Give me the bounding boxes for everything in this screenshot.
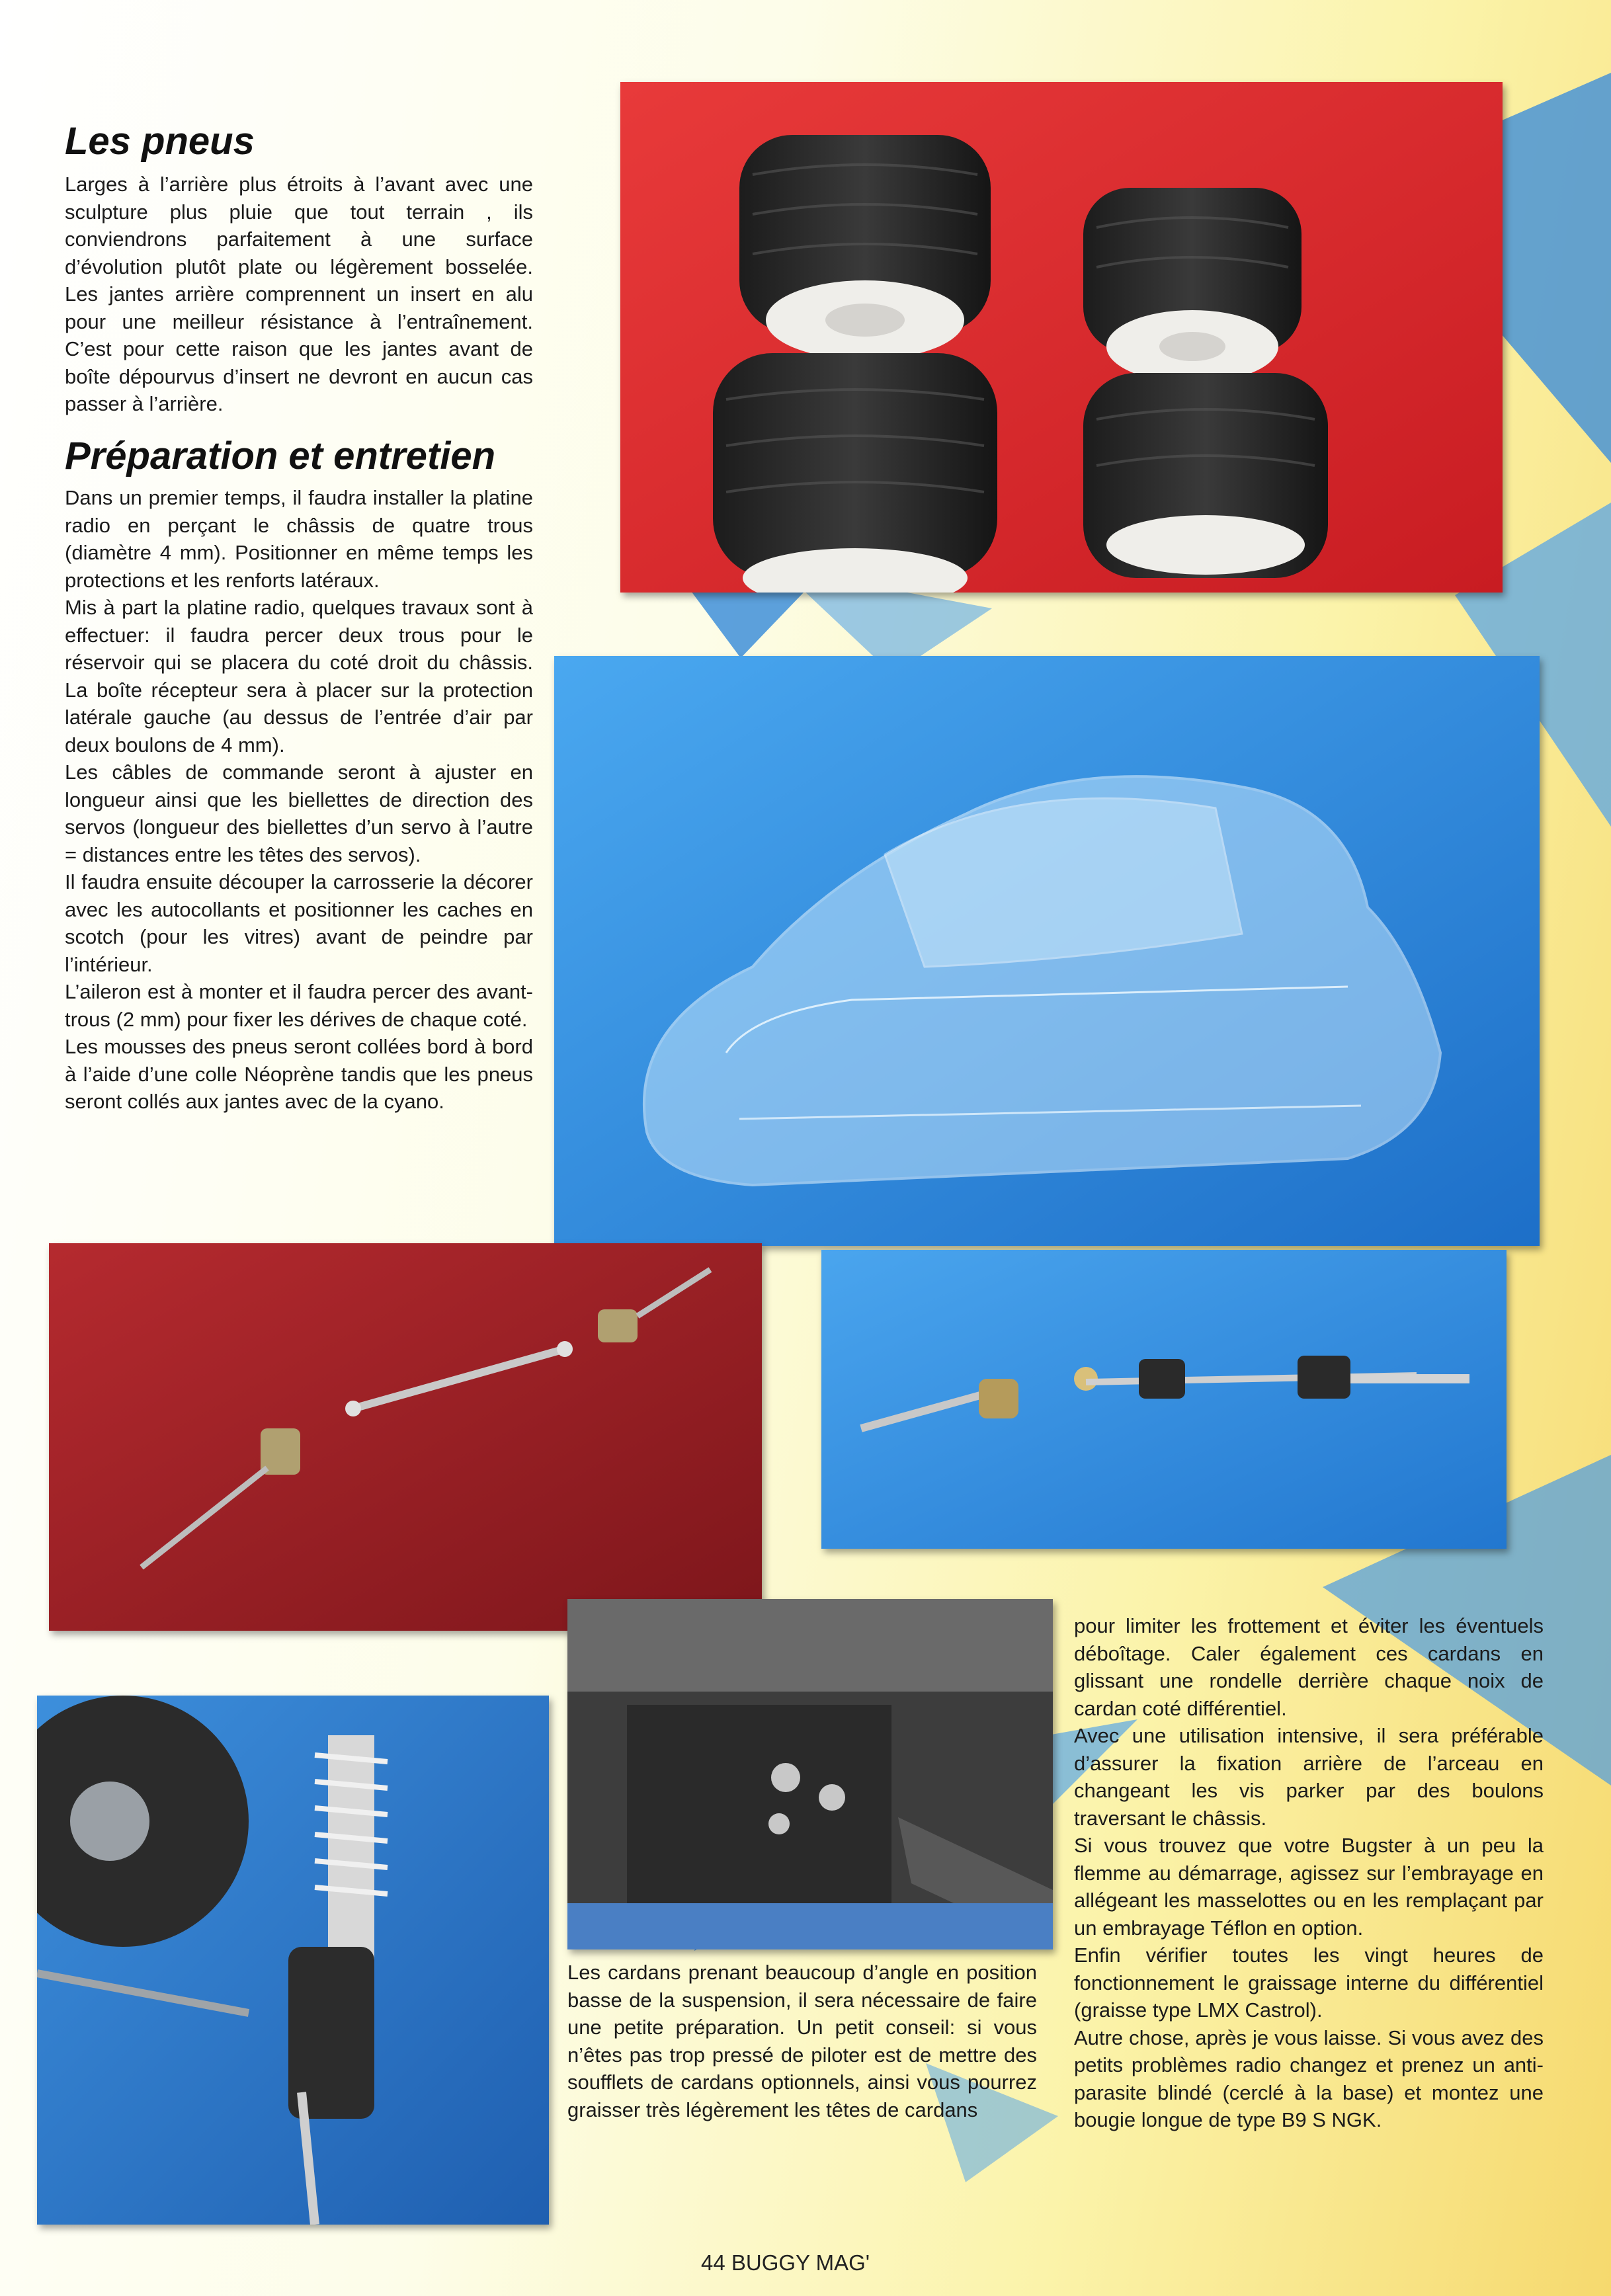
paragraph-preparation-4: Il faudra ensuite découper la carrosserie la décorer avec les autocollants et positionner les caches en scotch (pour les vitres) avant de peindre par l’intérieur. (65, 870, 533, 976)
paragraph-right-2: Avec une utilisation intensive, il sera préférable d’assurer la fixation arrière de l’arceau en changeant les vis parker par des boulons traversant le châssis. (1074, 1724, 1544, 1830)
paragraph-right-4: Enfin vérifier toutes les vingt heures de fonctionnement le graissage interne du différentiel (graisse type LMX Castrol). (1074, 1944, 1544, 2022)
paragraph-preparation-6: Les mousses des pneus seront collées bord à bord à l’aide d’une colle Néoprène tandis que les pneus seront collés aux jantes avec de la cyano. (65, 1035, 533, 1113)
photo-driveshaft (49, 1243, 762, 1631)
chassis-detail-illustration (567, 1599, 1053, 1949)
paragraph-preparation-3: Les câbles de commande seront à ajuster en longueur ainsi que les biellettes de direction des servos (longueur des biellettes d’un servo à l’autre = distances entre les têtes des servos). (65, 760, 533, 866)
tyres-illustration (620, 82, 1503, 593)
paragraph-pneus: Larges à l’arrière plus étroits à l’avant avec une sculpture plus pluie que tout terrain , ils conviendrons parfaitement à une surface d’évolution plutôt plate ou légèrement bosselée. Les jantes arrière comprennent un insert en alu pour une meilleur résistance à l’entraînement. C’est pour cette raison que les jantes avant de boîte dépourvus d’insert ne devront en aucun cas passer à l’arrière. (65, 173, 533, 415)
driveshaft-illustration (49, 1243, 762, 1631)
paragraph-right-3: Si vous trouvez que votre Bugster à un peu la flemme au démarrage, agissez sur l’embrayage en allégeant les masselottes ou en les remplaçant par un embrayage Téflon en option. (1074, 1834, 1544, 1940)
paragraph-preparation-1: Dans un premier temps, il faudra installer la platine radio en perçant le châssis de quatre trous (diamètre 4 mm). Positionner en même temps les protections et les renforts latéraux. (65, 486, 533, 592)
photo-clear-body (554, 656, 1540, 1246)
heading-preparation-entretien: Préparation et entretien (65, 434, 496, 477)
text-les-pneus (65, 171, 533, 418)
paragraph-right-1: pour limiter les frottement et éviter les éventuels déboîtage. Caler également ces cardans en glissant une rondelle derrière chaque noix de cardan coté différentiel. (1074, 1614, 1544, 1720)
paragraph-right-5: Autre chose, après je vous laisse. Si vous avez des petits problèmes radio changez et prenez un anti-parasite blindé (cerclé à la base) et montez une bougie longue de type B9 S NGK. (1074, 2026, 1544, 2131)
paragraph-cardans: Les cardans prenant beaucoup d’angle en position basse de la suspension, il sera nécessaire de faire une petite préparation. Un petit conseil: si vous n’êtes pas trop pressé de piloter est de mettre des soufflets de cardans optionnels, ainsi vous pourrez graisser très légèrement les têtes de cardans (567, 1961, 1037, 2121)
paragraph-preparation-5: L’aileron est à monter et il faudra percer des avant-trous (2 mm) pour fixer les dérives de chaque coté. (65, 980, 533, 1031)
text-preparation-entretien (65, 484, 533, 1116)
heading-les-pneus: Les pneus (65, 120, 255, 163)
photo-suspension (37, 1696, 549, 2225)
suspension-illustration (37, 1696, 549, 2225)
paragraph-preparation-2: Mis à part la platine radio, quelques travaux sont à effectuer: il faudra percer deux trous pour le réservoir qui se placera du coté droit du châssis. La boîte récepteur sera à placer sur la protection latérale gauche (au dessus de l’entrée d’air par deux boulons de 4 mm). (65, 596, 533, 757)
photo-cardan (821, 1250, 1507, 1549)
photo-chassis-detail (567, 1599, 1053, 1949)
text-cardans (567, 1959, 1037, 2123)
cardan-illustration (821, 1250, 1507, 1549)
text-right-column (1074, 1612, 1544, 2134)
page-folio: 44 BUGGY MAG' (701, 2250, 870, 2275)
photo-tyres (620, 82, 1503, 593)
clear-body-illustration (554, 656, 1540, 1246)
